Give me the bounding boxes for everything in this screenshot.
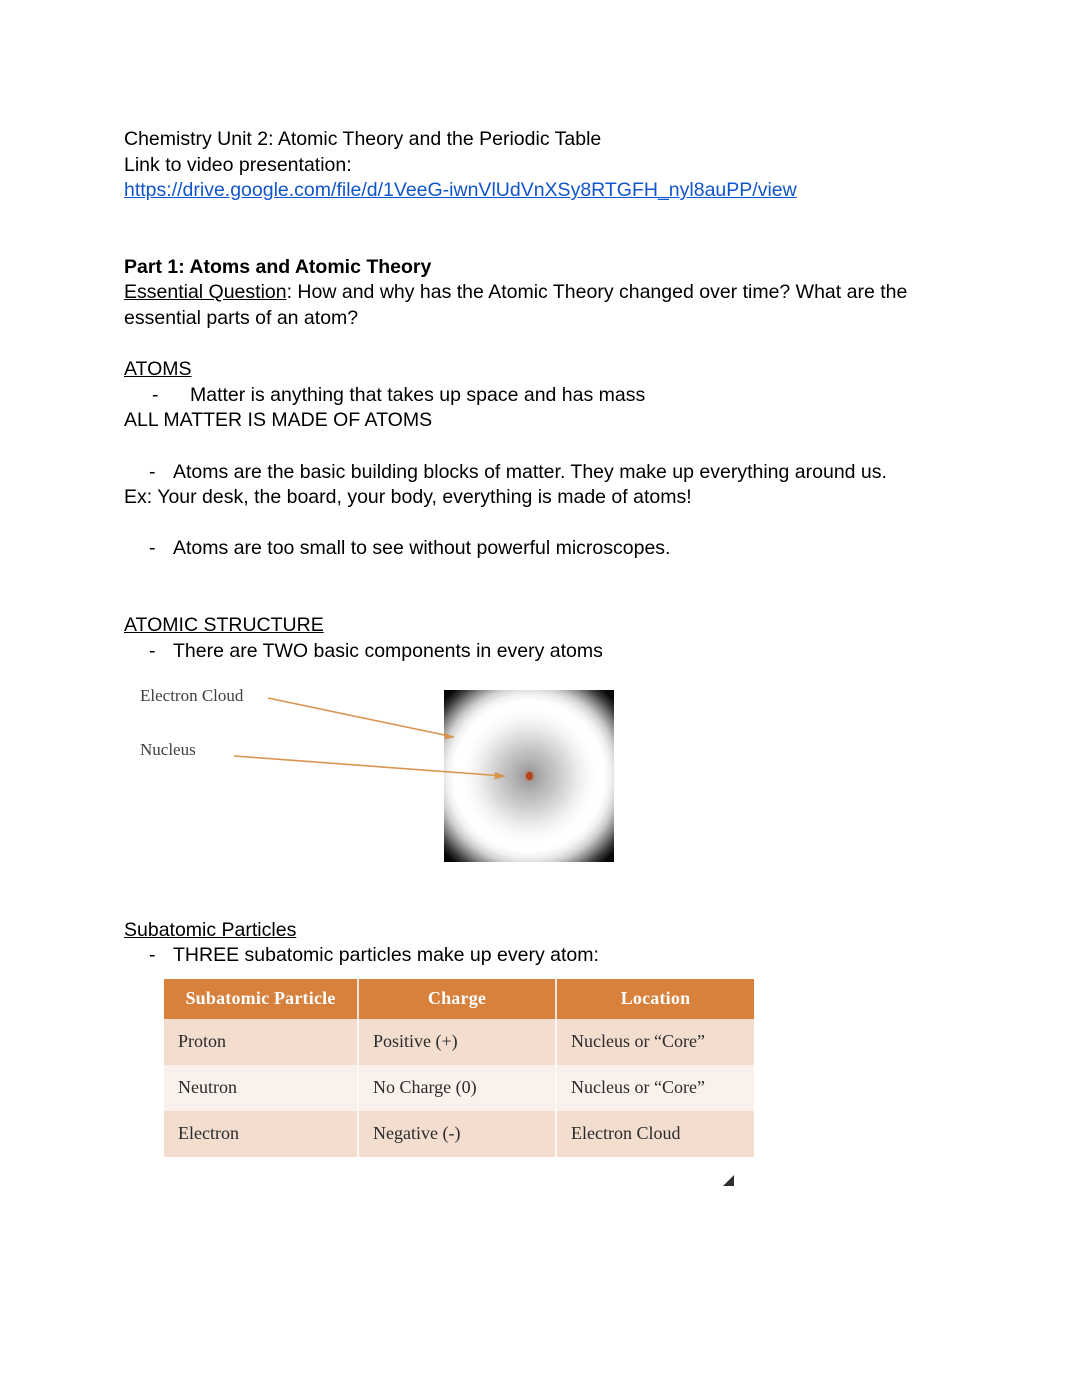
bullet-dash: - (149, 639, 156, 662)
cell-location: Nucleus or “Core” (556, 1019, 754, 1065)
electron-cloud-image (444, 690, 614, 862)
cell-particle: Neutron (164, 1065, 358, 1111)
atoms-example: Ex: Your desk, the board, your body, everything is made of atoms! (124, 486, 692, 509)
atoms-bullet-2 (124, 460, 954, 486)
atomic-structure-heading: ATOMIC STRUCTURE (124, 613, 324, 636)
bullet-text: There are TWO basic components in every atoms (173, 639, 603, 662)
spacer-after-statement (124, 434, 954, 460)
atoms-bullet-3 (124, 536, 954, 562)
image-resize-handle[interactable] (723, 1175, 734, 1186)
table-row (164, 1065, 754, 1111)
subatomic-bullet (124, 943, 954, 969)
atoms-bullet-1 (124, 383, 954, 409)
video-presentation-link[interactable]: https://drive.google.com/file/d/1VeeG-iwnVlUdVnXSy8RTGFH_nyl8auPP/view (124, 179, 797, 202)
essential-question-label: Essential Question (124, 281, 287, 304)
atomic-structure-heading-line (124, 613, 954, 639)
bullet-text: Atoms are the basic building blocks of matter. They make up everything around us. (173, 460, 887, 483)
essential-question-text: How and why has the Atomic Theory changed over time? What are the essential parts of an atom? (124, 281, 913, 329)
video-link-label: Link to video presentation: (124, 153, 352, 176)
column-header-particle: Subatomic Particle (164, 979, 358, 1019)
document-title: Chemistry Unit 2: Atomic Theory and the Periodic Table (124, 128, 602, 150)
bullet-dash: - (152, 383, 159, 406)
spacer-after-title (124, 204, 954, 255)
document-body (124, 127, 954, 1157)
table-row (164, 1111, 754, 1157)
atomic-structure-bullet (124, 639, 954, 665)
subatomic-particles-table[interactable] (164, 979, 754, 1157)
atoms-heading-line (124, 357, 954, 383)
bullet-text: THREE subatomic particles make up every atom: (173, 944, 599, 967)
video-link-line (124, 178, 954, 204)
spacer-after-eq (124, 332, 954, 358)
table-row (164, 1019, 754, 1065)
atom-diagram-figure[interactable] (124, 672, 774, 892)
cell-location: Nucleus or “Core” (556, 1065, 754, 1111)
bullet-text: Atoms are too small to see without powerful microscopes. (173, 537, 671, 560)
nucleus-dot-icon (526, 772, 533, 780)
essential-question-line (124, 280, 954, 331)
cell-particle: Proton (164, 1019, 358, 1065)
bullet-text: Matter is anything that takes up space and has mass (190, 383, 646, 406)
all-matter-statement: ALL MATTER IS MADE OF ATOMS (124, 409, 433, 432)
subatomic-table-wrapper[interactable] (124, 979, 774, 1157)
part-1-heading: Part 1: Atoms and Atomic Theory (124, 255, 432, 278)
table-header-row (164, 979, 754, 1019)
atoms-heading: ATOMS (124, 358, 192, 381)
bullet-dash: - (149, 537, 156, 560)
bullet-dash: - (149, 460, 156, 483)
column-header-location: Location (556, 979, 754, 1019)
cell-particle: Electron (164, 1111, 358, 1157)
cell-charge: No Charge (0) (358, 1065, 556, 1111)
cell-location: Electron Cloud (556, 1111, 754, 1157)
spacer-before-subatomic (124, 892, 954, 918)
essential-question-colon: : (286, 281, 293, 304)
cell-charge: Positive (+) (358, 1019, 556, 1065)
cell-charge: Negative (-) (358, 1111, 556, 1157)
subatomic-particles-heading: Subatomic Particles (124, 918, 297, 941)
bullet-dash: - (149, 944, 156, 967)
spacer-before-structure (124, 562, 954, 613)
electron-cloud-label: Electron Cloud (140, 686, 244, 706)
column-header-charge: Charge (358, 979, 556, 1019)
spacer-after-example (124, 511, 954, 537)
subatomic-heading-line (124, 918, 954, 944)
nucleus-label: Nucleus (140, 740, 196, 760)
